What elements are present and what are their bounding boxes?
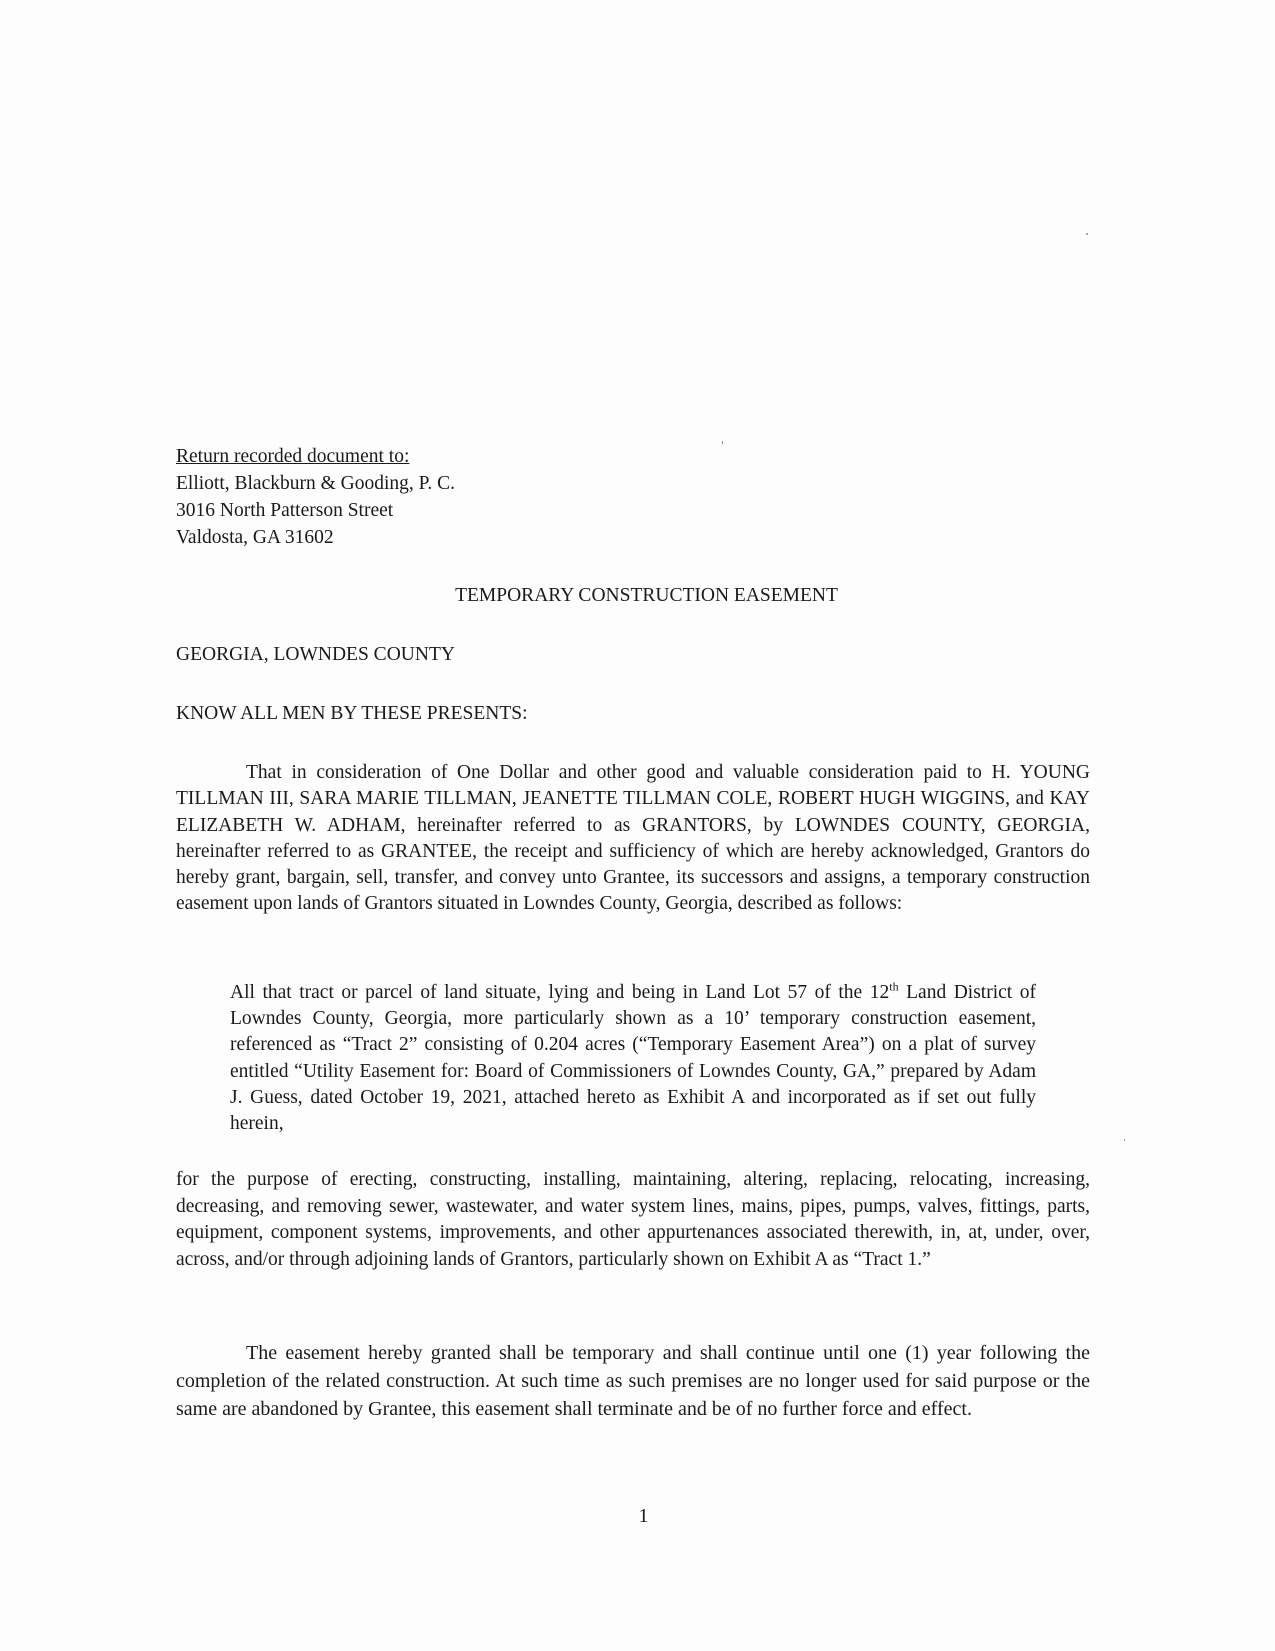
document-title-text: TEMPORARY CONSTRUCTION EASEMENT: [455, 585, 838, 606]
duration-paragraph: [176, 1339, 1090, 1424]
document-title: [0, 582, 1275, 609]
return-city: Valdosta, GA 31602: [176, 527, 334, 548]
page-number: [0, 1505, 1275, 1528]
scan-speck: [1086, 233, 1088, 235]
scan-speck: [1124, 1139, 1125, 1141]
legal-description: [230, 980, 1036, 1137]
legal-description-superscript: th: [889, 979, 899, 994]
return-street: 3016 North Patterson Street: [176, 500, 394, 521]
venue-line: GEORGIA, LOWNDES COUNTY: [176, 644, 455, 665]
legal-description-part1: All that tract or parcel of land situate, lying and being in Land Lot 57 of the 12: [230, 982, 890, 1003]
return-address-block: [176, 443, 776, 551]
legal-description-part2: Land District of Lowndes County, Georgia, more particularly shown as a 10’ temporary construction easement, referenced as “Tract 2” consisting of 0.204 acres (“Temporary Easement Area”) on a plat of survey entitled “Utility Easement for: Board of Commissioners of Lowndes County, GA,” prepared by Adam J. Guess, dated October 19, 2021, attached hereto as Exhibit A and incorporated as if set out fully herein,: [230, 982, 1036, 1135]
consideration-text: That in consideration of One Dollar and other good and valuable consideration paid to H. YOUNG TILLMAN III, SARA MARIE TILLMAN, JEANETTE TILLMAN COLE, ROBERT HUGH WIGGINS, and KAY ELIZABETH W. ADHAM, hereinafter referred to as GRANTORS, by LOWNDES COUNTY, GEORGIA, hereinafter referred to as GRANTEE, the receipt and sufficiency of which are hereby acknowledged, Grantors do hereby grant, bargain, sell, transfer, and convey unto Grantee, its successors and assigns, a temporary construction easement upon lands of Grantors situated in Lowndes County, Georgia, described as follows:: [176, 762, 1090, 915]
know-all-line: KNOW ALL MEN BY THESE PRESENTS:: [176, 703, 528, 724]
page-number-text: 1: [638, 1505, 649, 1527]
duration-text: The easement hereby granted shall be temporary and shall continue until one (1) year following the completion of the related construction. At such time as such premises are no longer used for said purpose or the same are abandoned by Grantee, this easement shall terminate and be of no further force and effect.: [176, 1342, 1090, 1421]
return-firm: Elliott, Blackburn & Gooding, P. C.: [176, 473, 455, 494]
purpose-paragraph: for the purpose of erecting, constructing, installing, maintaining, altering, replacing, relocating, increasing, decreasing, and removing sewer, wastewater, and water system lines, mains, pipes, pumps, valves, fittings, parts, equipment, component systems, improvements, and other appurtenances associated therewith, in, at, under, over, across, and/or through adjoining lands of Grantors, particularly shown on Exhibit A as “Tract 1.”: [176, 1169, 1090, 1270]
consideration-paragraph: [176, 760, 1090, 918]
return-heading: Return recorded document to:: [176, 446, 410, 467]
